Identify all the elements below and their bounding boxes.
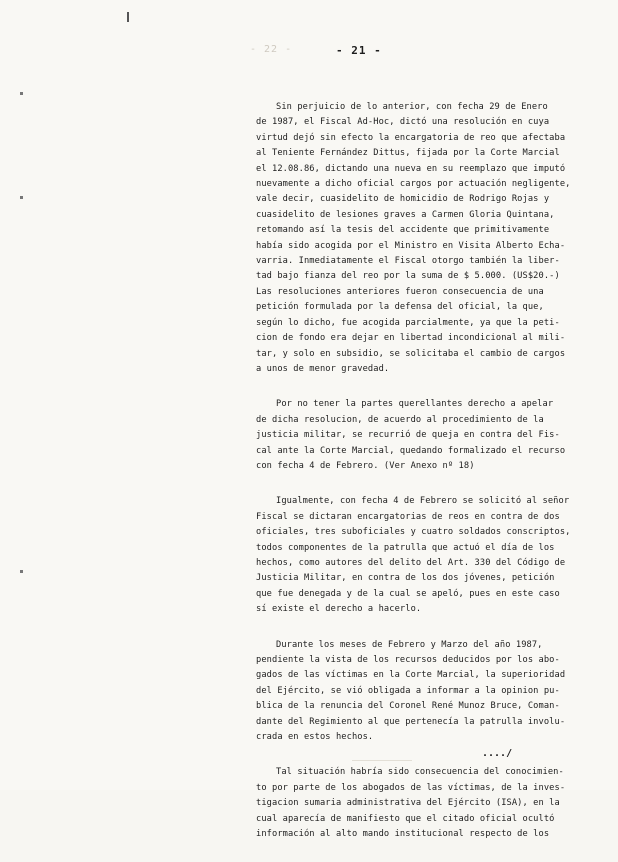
text-line: todos componentes de la patrulla que actuó el día de los [256,542,555,553]
text-line: Sin perjuicio de lo anterior, con fecha 29 de Enero [276,102,548,112]
text-line: vale decir, cuasidelito de homicidio de Rodrigo Rojas y [256,194,550,205]
text-line: nuevamente a dicho oficial cargos por actuación negligente, [256,179,571,190]
text-line: virtud dejó sin efecto la encargatoria de reo que afectaba [256,132,566,143]
text-line: según lo dicho, fue acogida parcialmente, ya que la peti- [256,317,560,328]
text-line: cual aparecía de manifiesto que el citado oficial ocultó [256,813,555,824]
text-line: Tal situación habría sido consecuencia del conocimien- [276,767,564,778]
margin-dot [20,92,23,95]
text-line: tad bajo fianza del reo por la suma de $ 5.000. (US$20.-) [256,271,560,282]
text-line: cal ante la Corte Marcial, quedando formalizado el recurso [256,445,566,456]
text-line: gados de las víctimas en la Corte Marcial, la superioridad [256,670,566,681]
text-line: to por parte de los abogados de las víctimas, de la inves- [256,782,566,793]
text-line: de 1987, el Fiscal Ad-Hoc, dictó una resolución en cuya [256,117,550,128]
margin-dot [20,196,23,199]
paragraph [256,765,576,842]
text-line: Fiscal se dictaran encargatorias de reos en contra de dos [256,511,560,522]
text-line: cion de fondo era dejar en libertad incondicional al mili- [256,333,566,344]
text-line: con fecha 4 de Febrero. (Ver Anexo nº 18) [256,460,475,471]
top-margin-mark [127,12,129,22]
text-line: había sido acogida por el Ministro en Visita Alberto Echa- [256,240,566,251]
text-line: sí existe el derecho a hacerlo. [256,604,422,615]
text-line: dante del Regimiento al que pertenecía la patrulla involu- [256,716,566,727]
text-line: hechos, como autores del delito del Art. 330 del Código de [256,557,566,568]
text-line: Por no tener la partes querellantes derecho a apelar [276,399,554,410]
paragraph [256,397,576,474]
text-line: de dicha resolucion, de acuerdo al procedimiento de la [256,414,544,425]
text-line: Durante los meses de Febrero y Marzo del año 1987, [276,639,543,650]
text-line: tar, y solo en subsidio, se solicitaba el cambio de cargos [256,348,566,359]
text-line: tigacion sumaria administrativa del Ejército (ISA), en la [256,798,560,809]
text-line: a unos de menor gravedad. [256,363,390,374]
margin-dot [20,570,23,573]
text-line: al Teniente Fernández Dittus, fijada por la Corte Marcial [256,148,560,159]
text-line: blica de la renuncia del Coronel René Munoz Bruce, Coman- [256,701,560,712]
text-line: petición formulada por la defensa del oficial, la que, [256,302,544,313]
text-line: información al alto mando institucional respecto de los [256,829,550,840]
page-number: - 21 - [336,44,382,57]
body-text [256,100,576,862]
text-line: Justicia Militar, en contra de los dos jóvenes, petición [256,573,555,584]
paragraph [256,638,576,746]
text-line: justicia militar, se recurrió de queja en contra del Fis- [256,430,560,441]
text-line: varria. Inmediatamente el Fiscal otorgo también la liber- [256,256,560,267]
text-line: retomando así la tesis del accidente que primitivamente [256,225,550,236]
paragraph [256,494,576,617]
text-line: Igualmente, con fecha 4 de Febrero se solicitó al señor [276,496,570,507]
text-line: el 12.08.86, dictando una nueva en su reemplazo que imputó [256,163,566,174]
text-line: que fue denegada y de la cual se apeló, pues en este caso [256,588,560,599]
text-line: pendiente la vista de los recursos deducidos por los abo- [256,655,560,665]
text-line: del Ejército, se vió obligada a informar a la opinion pu- [256,685,560,696]
paragraph [256,100,576,377]
text-line: cuasidelito de lesiones graves a Carmen Gloria Quintana, [256,209,555,220]
bleed-through-mark [352,760,412,761]
bleed-through-page-number: - 22 - [250,44,293,55]
continuation-mark: ..../ [482,748,513,759]
text-line: oficiales, tres suboficiales y cuatro soldados conscriptos, [256,527,571,538]
text-line: Las resoluciones anteriores fueron consecuencia de una [256,286,544,297]
text-line: crada en estos hechos. [256,732,374,743]
